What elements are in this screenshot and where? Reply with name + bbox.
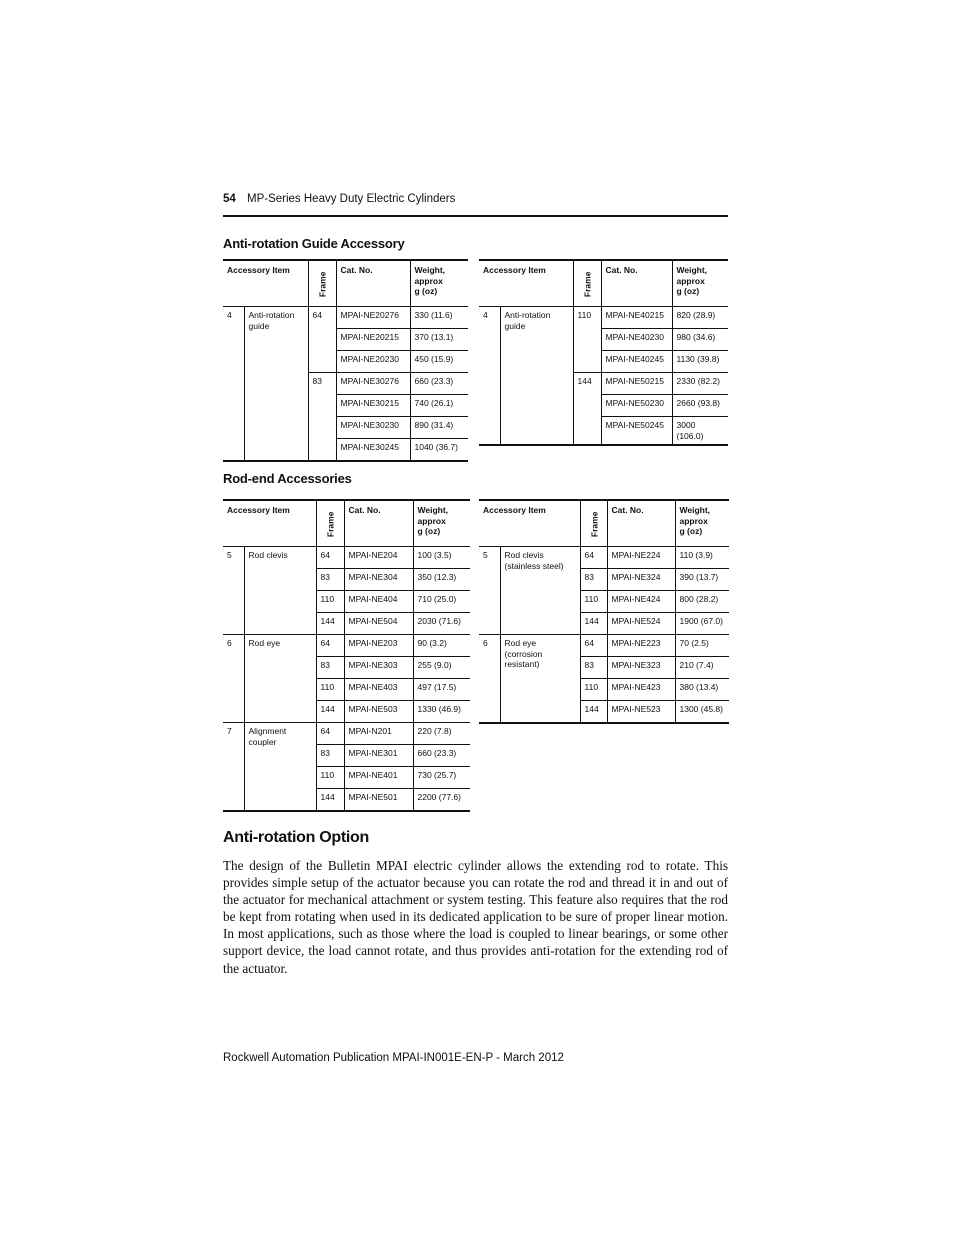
guide-table-left — [223, 259, 468, 462]
cat-cell: MPAI-NE301 — [344, 745, 413, 767]
frame-cell: 83 — [316, 745, 344, 767]
cat-cell: MPAI-NE30215 — [336, 395, 410, 417]
col-accessory-item: Accessory Item — [223, 500, 316, 547]
weight-cell: 1300 (45.8) — [675, 701, 729, 724]
weight-cell: 2660 (93.8) — [672, 395, 728, 417]
weight-cell: 380 (13.4) — [675, 679, 729, 701]
frame-cell: 83 — [580, 569, 607, 591]
weight-cell: 1040 (36.7) — [410, 439, 468, 462]
cat-cell: MPAI-NE223 — [607, 635, 675, 657]
col-cat-no: Cat. No. — [607, 500, 675, 547]
cat-cell: MPAI-N201 — [344, 723, 413, 745]
col-weight: Weight, approx g (oz) — [675, 500, 729, 547]
cat-cell: MPAI-NE504 — [344, 613, 413, 635]
weight-cell: 660 (23.3) — [410, 373, 468, 395]
frame-cell: 110 — [316, 679, 344, 701]
weight-cell: 2330 (82.2) — [672, 373, 728, 395]
cat-cell: MPAI-NE303 — [344, 657, 413, 679]
cat-cell: MPAI-NE20215 — [336, 329, 410, 351]
weight-cell: 1330 (46.9) — [413, 701, 470, 723]
item-index: 7 — [223, 723, 244, 812]
cat-cell: MPAI-NE224 — [607, 547, 675, 569]
item-name: Rod eye (corrosion resistant) — [500, 635, 580, 724]
frame-cell: 64 — [580, 547, 607, 569]
weight-cell: 3000 (106.0) — [672, 417, 728, 446]
page-footer: Rockwell Automation Publication MPAI-IN001E-EN-P - March 2012 — [223, 1052, 564, 1064]
item-index: 5 — [479, 547, 500, 635]
frame-cell: 64 — [316, 547, 344, 569]
frame-cell: 64 — [580, 635, 607, 657]
cat-cell: MPAI-NE424 — [607, 591, 675, 613]
rod-table-right — [479, 499, 729, 724]
item-name: Alignment coupler — [244, 723, 316, 812]
document-title: MP-Series Heavy Duty Electric Cylinders — [247, 193, 456, 205]
item-index: 6 — [223, 635, 244, 723]
cat-cell: MPAI-NE20276 — [336, 307, 410, 329]
weight-cell: 100 (3.5) — [413, 547, 470, 569]
weight-cell: 2200 (77.6) — [413, 789, 470, 812]
cat-cell: MPAI-NE524 — [607, 613, 675, 635]
cat-cell: MPAI-NE20230 — [336, 351, 410, 373]
item-name: Anti-rotation guide — [500, 307, 573, 446]
frame-cell: 110 — [580, 591, 607, 613]
cat-cell: MPAI-NE501 — [344, 789, 413, 812]
weight-cell: 210 (7.4) — [675, 657, 729, 679]
item-index: 6 — [479, 635, 500, 724]
cat-cell: MPAI-NE40215 — [601, 307, 672, 329]
anti-rotation-paragraph: The design of the Bulletin MPAI electric cylinder allows the extending rod to rotate. This provides simple setup of the actuator because you can rotate the rod and thread it in and out of the actuator for mechanical attachment or system testing. This feature also requires that the rod be kept from rotating when used in its dedicated application to be sure of proper linear motion. In most applications, such as those where the load is coupled to linear bearings, or some other support device, the load cannot rotate, and thus provides anti-rotation for the extending rod of the actuator. — [223, 858, 728, 976]
col-frame: Frame — [308, 260, 336, 307]
frame-cell: 83 — [316, 569, 344, 591]
weight-cell: 980 (34.6) — [672, 329, 728, 351]
weight-cell: 255 (9.0) — [413, 657, 470, 679]
col-weight: Weight, approx g (oz) — [410, 260, 468, 307]
col-accessory-item: Accessory Item — [223, 260, 308, 307]
cat-cell: MPAI-NE203 — [344, 635, 413, 657]
header-rule — [223, 215, 728, 217]
rod-table-left — [223, 499, 470, 812]
cat-cell: MPAI-NE304 — [344, 569, 413, 591]
frame-cell: 144 — [580, 613, 607, 635]
weight-cell: 1900 (67.0) — [675, 613, 729, 635]
weight-cell: 497 (17.5) — [413, 679, 470, 701]
cat-cell: MPAI-NE403 — [344, 679, 413, 701]
frame-cell: 110 — [316, 767, 344, 789]
cat-cell: MPAI-NE40230 — [601, 329, 672, 351]
weight-cell: 390 (13.7) — [675, 569, 729, 591]
cat-cell: MPAI-NE50230 — [601, 395, 672, 417]
frame-cell: 144 — [316, 613, 344, 635]
cat-cell: MPAI-NE30230 — [336, 417, 410, 439]
col-weight: Weight, approx g (oz) — [413, 500, 470, 547]
page-header — [223, 193, 455, 205]
col-frame: Frame — [580, 500, 607, 547]
frame-cell: 110 — [573, 307, 601, 373]
cat-cell: MPAI-NE30245 — [336, 439, 410, 462]
weight-cell: 90 (3.2) — [413, 635, 470, 657]
cat-cell: MPAI-NE40245 — [601, 351, 672, 373]
col-frame: Frame — [573, 260, 601, 307]
weight-cell: 370 (13.1) — [410, 329, 468, 351]
col-cat-no: Cat. No. — [344, 500, 413, 547]
frame-cell: 64 — [316, 635, 344, 657]
cat-cell: MPAI-NE323 — [607, 657, 675, 679]
frame-cell: 64 — [308, 307, 336, 373]
cat-cell: MPAI-NE204 — [344, 547, 413, 569]
frame-cell: 144 — [580, 701, 607, 724]
section-title-anti-rotation-option: Anti-rotation Option — [223, 829, 369, 846]
frame-cell: 144 — [573, 373, 601, 446]
cat-cell: MPAI-NE324 — [607, 569, 675, 591]
item-name: Anti-rotation guide — [244, 307, 308, 462]
guide-table-right — [479, 259, 728, 446]
weight-cell: 890 (31.4) — [410, 417, 468, 439]
col-weight: Weight, approx g (oz) — [672, 260, 728, 307]
weight-cell: 220 (7.8) — [413, 723, 470, 745]
cat-cell: MPAI-NE404 — [344, 591, 413, 613]
weight-cell: 350 (12.3) — [413, 569, 470, 591]
cat-cell: MPAI-NE423 — [607, 679, 675, 701]
weight-cell: 70 (2.5) — [675, 635, 729, 657]
section-title-guide: Anti-rotation Guide Accessory — [223, 236, 405, 251]
frame-cell: 64 — [316, 723, 344, 745]
cat-cell: MPAI-NE503 — [344, 701, 413, 723]
frame-cell: 83 — [580, 657, 607, 679]
frame-cell: 83 — [316, 657, 344, 679]
item-index: 4 — [479, 307, 500, 446]
weight-cell: 820 (28.9) — [672, 307, 728, 329]
section-title-rod-end: Rod-end Accessories — [223, 471, 352, 486]
item-name: Rod eye — [244, 635, 316, 723]
weight-cell: 450 (15.9) — [410, 351, 468, 373]
col-accessory-item: Accessory Item — [479, 260, 573, 307]
weight-cell: 800 (28.2) — [675, 591, 729, 613]
cat-cell: MPAI-NE30276 — [336, 373, 410, 395]
cat-cell: MPAI-NE50215 — [601, 373, 672, 395]
item-index: 4 — [223, 307, 244, 462]
item-name: Rod clevis (stainless steel) — [500, 547, 580, 635]
item-name: Rod clevis — [244, 547, 316, 635]
frame-cell: 110 — [316, 591, 344, 613]
frame-cell: 144 — [316, 701, 344, 723]
weight-cell: 2030 (71.6) — [413, 613, 470, 635]
weight-cell: 740 (26.1) — [410, 395, 468, 417]
cat-cell: MPAI-NE50245 — [601, 417, 672, 446]
cat-cell: MPAI-NE401 — [344, 767, 413, 789]
col-cat-no: Cat. No. — [336, 260, 410, 307]
page-number: 54 — [223, 193, 236, 205]
weight-cell: 730 (25.7) — [413, 767, 470, 789]
col-cat-no: Cat. No. — [601, 260, 672, 307]
item-index: 5 — [223, 547, 244, 635]
col-frame: Frame — [316, 500, 344, 547]
frame-cell: 144 — [316, 789, 344, 812]
frame-cell: 110 — [580, 679, 607, 701]
weight-cell: 1130 (39.8) — [672, 351, 728, 373]
weight-cell: 110 (3.9) — [675, 547, 729, 569]
col-accessory-item: Accessory Item — [479, 500, 580, 547]
cat-cell: MPAI-NE523 — [607, 701, 675, 724]
weight-cell: 330 (11.6) — [410, 307, 468, 329]
weight-cell: 660 (23.3) — [413, 745, 470, 767]
weight-cell: 710 (25.0) — [413, 591, 470, 613]
frame-cell: 83 — [308, 373, 336, 462]
